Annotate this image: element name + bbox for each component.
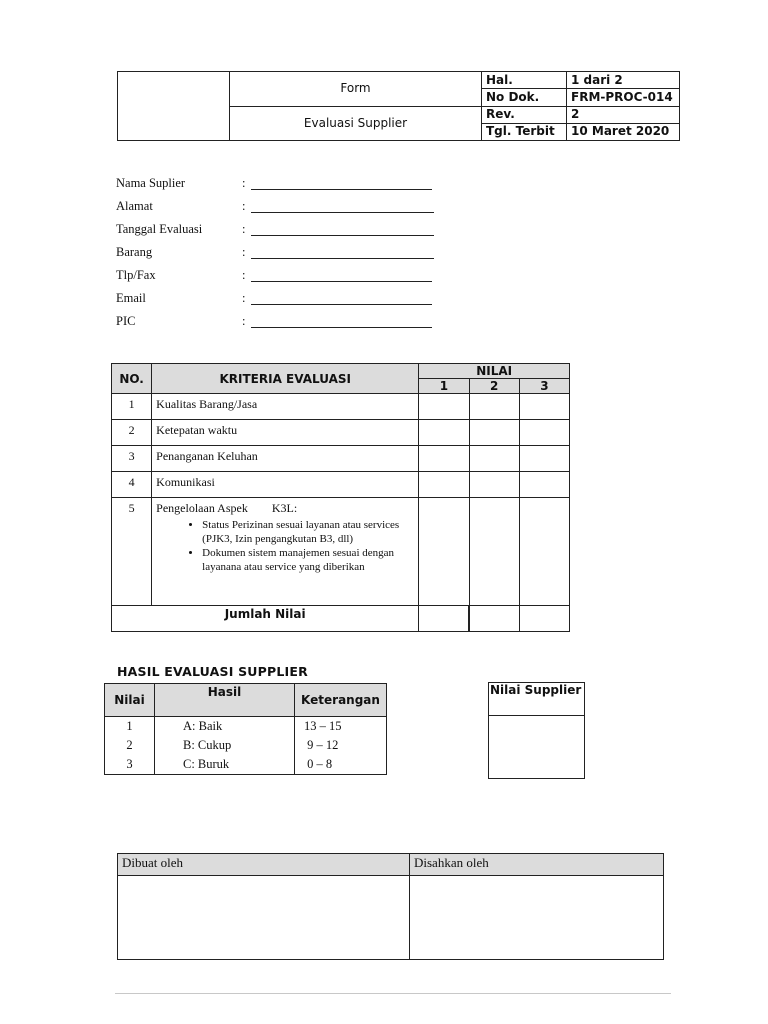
total-cell[interactable]: [519, 606, 569, 632]
score-cell[interactable]: [519, 420, 569, 446]
row-criteria: Kualitas Barang/Jasa: [152, 394, 419, 420]
hasil-nilai: 2: [105, 736, 155, 755]
made-by-label: Dibuat oleh: [118, 854, 410, 876]
col-nilai-header: NILAI: [419, 364, 570, 379]
field-colon: :: [242, 176, 246, 190]
col-no-header: NO.: [112, 364, 152, 394]
field-label: Tanggal Evaluasi: [116, 222, 203, 236]
row-no: 4: [112, 472, 152, 498]
field-label: Barang: [116, 245, 153, 259]
score-cell[interactable]: [519, 446, 569, 472]
document-title: Evaluasi Supplier: [230, 106, 482, 141]
meta-key-rev: Rev.: [482, 106, 567, 123]
fill-line[interactable]: [251, 212, 434, 213]
fill-line[interactable]: [251, 327, 432, 328]
row-no: 2: [112, 420, 152, 446]
row-criteria: Komunikasi: [152, 472, 419, 498]
score-header-2: 2: [469, 379, 519, 394]
table-row: [112, 394, 570, 420]
field-barang[interactable]: [116, 245, 446, 265]
score-cell[interactable]: [469, 420, 519, 446]
field-alamat[interactable]: [116, 199, 446, 219]
nilai-supplier-label: Nilai Supplier: [489, 683, 584, 716]
score-cell[interactable]: [419, 498, 469, 606]
hasil-grade: A: Baik: [155, 717, 295, 737]
meta-value-no-dok: FRM-PROC-014: [567, 89, 680, 106]
hasil-col-keterangan: Keterangan: [295, 684, 387, 717]
table-row: [112, 472, 570, 498]
table-row: [112, 498, 570, 606]
score-cell[interactable]: [469, 394, 519, 420]
table-row: [112, 420, 570, 446]
field-tanggal-evaluasi[interactable]: [116, 222, 446, 242]
made-by-signature-area[interactable]: [118, 876, 410, 960]
meta-value-rev: 2: [567, 106, 680, 123]
meta-value-tgl-terbit: 10 Maret 2020: [567, 123, 680, 140]
field-colon: :: [242, 268, 246, 282]
field-colon: :: [242, 291, 246, 305]
score-cell[interactable]: [469, 498, 519, 606]
total-cell[interactable]: [469, 606, 519, 632]
table-row: [105, 717, 387, 737]
field-email[interactable]: [116, 291, 446, 311]
field-label: PIC: [116, 314, 136, 328]
score-cell[interactable]: [419, 420, 469, 446]
fill-line[interactable]: [251, 235, 434, 236]
score-cell[interactable]: [419, 394, 469, 420]
approved-by-signature-area[interactable]: [410, 876, 664, 960]
meta-key-tgl-terbit: Tgl. Terbit: [482, 123, 567, 140]
table-row: [105, 755, 387, 775]
meta-key-no-dok: No Dok.: [482, 89, 567, 106]
meta-key-hal: Hal.: [482, 72, 567, 89]
nilai-supplier-value-cell[interactable]: [489, 716, 584, 778]
score-header-3: 3: [519, 379, 569, 394]
signature-table: [117, 853, 664, 960]
row-criteria-text: Pengelolaan Aspek K3L:: [156, 501, 298, 515]
total-cell[interactable]: [419, 606, 469, 632]
score-cell[interactable]: [519, 394, 569, 420]
fill-line[interactable]: [251, 304, 432, 305]
hasil-col-hasil: Hasil: [155, 684, 295, 717]
field-label: Nama Suplier: [116, 176, 186, 190]
fill-line[interactable]: [251, 189, 432, 190]
field-colon: :: [242, 222, 246, 236]
approved-by-label: Disahkan oleh: [410, 854, 664, 876]
score-cell[interactable]: [519, 472, 569, 498]
total-row: [112, 606, 570, 632]
hasil-title: HASIL EVALUASI SUPPLIER: [117, 664, 308, 679]
row-criteria: [152, 498, 419, 606]
table-row: [105, 736, 387, 755]
list-item: • Dokumen sistem manajemen sesuai dengan layanana atau service yang diberikan: [202, 546, 414, 574]
field-colon: :: [242, 245, 246, 259]
field-colon: :: [242, 199, 246, 213]
meta-value-hal: 1 dari 2: [567, 72, 680, 89]
field-tlp-fax[interactable]: [116, 268, 446, 288]
logo-cell: [118, 72, 230, 141]
hasil-table: [104, 683, 387, 775]
hasil-nilai: 3: [105, 755, 155, 775]
form-label: Form: [230, 72, 482, 107]
hasil-range: 0 – 8: [295, 755, 387, 775]
score-cell[interactable]: [419, 472, 469, 498]
document-header-table: [117, 71, 680, 141]
row-criteria: Ketepatan waktu: [152, 420, 419, 446]
footer-divider: [115, 993, 671, 994]
field-pic[interactable]: [116, 314, 446, 334]
col-criteria-header: KRITERIA EVALUASI: [152, 364, 419, 394]
fill-line[interactable]: [251, 258, 434, 259]
field-label: Alamat: [116, 199, 153, 213]
field-label: Tlp/Fax: [116, 268, 156, 282]
field-colon: :: [242, 314, 246, 328]
field-label: Email: [116, 291, 146, 305]
score-cell[interactable]: [469, 472, 519, 498]
criteria-table: [111, 363, 570, 632]
row-no: 5: [112, 498, 152, 606]
table-row: [112, 446, 570, 472]
hasil-col-nilai: Nilai: [105, 684, 155, 717]
score-cell[interactable]: [519, 498, 569, 606]
row-no: 3: [112, 446, 152, 472]
score-cell[interactable]: [469, 446, 519, 472]
hasil-grade: B: Cukup: [155, 736, 295, 755]
list-item: • Status Perizinan sesuai layanan atau services (PJK3, Izin pengangkutan B3, dll): [202, 518, 414, 546]
total-label: Jumlah Nilai: [112, 606, 419, 632]
hasil-range: 13 – 15: [295, 717, 387, 737]
field-nama-suplier[interactable]: [116, 176, 446, 196]
score-header-1: 1: [419, 379, 469, 394]
row-criteria: Penanganan Keluhan: [152, 446, 419, 472]
score-cell[interactable]: [419, 446, 469, 472]
hasil-grade: C: Buruk: [155, 755, 295, 775]
hasil-range: 9 – 12: [295, 736, 387, 755]
row-no: 1: [112, 394, 152, 420]
hasil-nilai: 1: [105, 717, 155, 737]
fill-line[interactable]: [251, 281, 432, 282]
criteria-bullet-list: [156, 518, 414, 574]
nilai-supplier-box: [488, 682, 585, 779]
